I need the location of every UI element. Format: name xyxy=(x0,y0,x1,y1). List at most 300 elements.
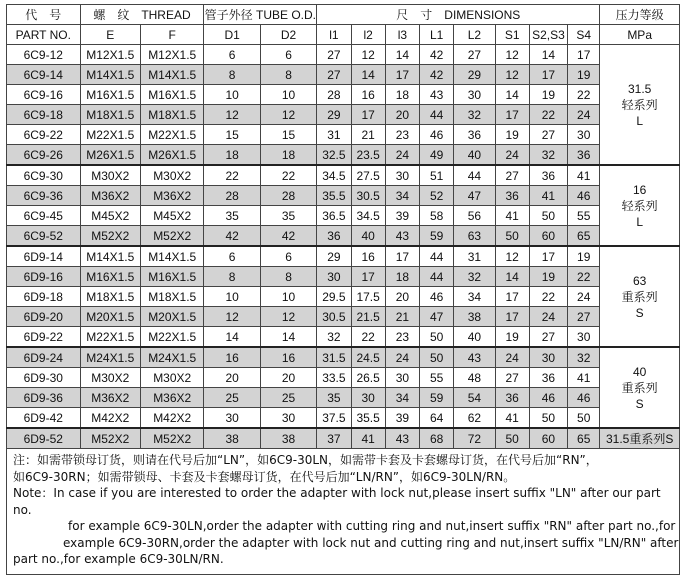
table-cell: 31 xyxy=(454,246,495,267)
pressure-line: L xyxy=(636,113,643,128)
table-cell: 51 xyxy=(420,165,454,186)
header-d2: D2 xyxy=(260,25,316,45)
table-cell: M30X2 xyxy=(80,165,140,186)
pressure-cell xyxy=(600,45,680,166)
table-cell: 30 xyxy=(568,327,600,348)
table-cell: 68 xyxy=(420,428,454,449)
table-cell: 17 xyxy=(529,65,567,85)
pressure-line: S xyxy=(635,396,644,411)
pressure-line: 轻系列 xyxy=(621,97,658,112)
table-cell: 27 xyxy=(568,307,600,327)
table-cell: 34.5 xyxy=(317,165,351,186)
table-cell: 41 xyxy=(495,206,529,226)
table-cell: 24 xyxy=(529,307,567,327)
table-cell: M30X2 xyxy=(140,368,203,388)
table-cell: 12 xyxy=(495,65,529,85)
table-cell: 50 xyxy=(495,428,529,449)
table-cell: 6D9-42 xyxy=(7,408,81,429)
table-cell: 6D9-30 xyxy=(7,368,81,388)
note-cn-line-1: 注：如需带锁母订货，则请在代号后加“LN”，如6C9-30LN，如需带卡套及卡套螺母订货，在代号后加“RN”， xyxy=(13,453,598,467)
table-cell: 38 xyxy=(454,307,495,327)
table-cell: 42 xyxy=(204,226,260,247)
note-en-line-4: part no.,for example 6C9-30LN/RN. xyxy=(13,552,224,566)
table-cell: 14 xyxy=(495,267,529,287)
table-header xyxy=(7,5,680,45)
table-cell: 50 xyxy=(495,226,529,247)
table-cell: M36X2 xyxy=(80,388,140,408)
header-e: E xyxy=(80,25,140,45)
table-cell: 12 xyxy=(260,307,316,327)
table-cell: 6C9-45 xyxy=(7,206,81,226)
table-cell: 22 xyxy=(204,165,260,186)
header-l3-small: l3 xyxy=(385,25,419,45)
table-cell: 59 xyxy=(420,226,454,247)
table-row xyxy=(7,388,680,408)
table-cell: 14 xyxy=(260,327,316,348)
table-cell: 6C9-18 xyxy=(7,105,81,125)
table-cell: 34 xyxy=(385,186,419,206)
header-part-no: PART NO. xyxy=(7,25,81,45)
table-cell: M18X1.5 xyxy=(80,105,140,125)
table-cell: 10 xyxy=(260,85,316,105)
table-cell: 24 xyxy=(385,145,419,166)
table-cell: 31.5 xyxy=(317,347,351,368)
table-cell: 52 xyxy=(420,186,454,206)
table-cell: 42 xyxy=(420,65,454,85)
table-cell: 40 xyxy=(454,327,495,348)
table-cell: 43 xyxy=(385,428,419,449)
table-cell: 18 xyxy=(260,145,316,166)
table-row xyxy=(7,246,680,267)
table-cell: 35 xyxy=(317,388,351,408)
header-tube-od: 管子外径 TUBE O.D. xyxy=(204,5,317,25)
table-cell: 29 xyxy=(317,105,351,125)
table-cell: 38 xyxy=(204,428,260,449)
table-cell: 20 xyxy=(204,368,260,388)
table-cell: 6 xyxy=(260,246,316,267)
table-cell: 6C9-36 xyxy=(7,186,81,206)
table-cell: M16X1.5 xyxy=(80,85,140,105)
table-cell: 20 xyxy=(385,105,419,125)
table-cell: 46 xyxy=(568,186,600,206)
table-cell: 12 xyxy=(495,246,529,267)
table-cell: 40 xyxy=(351,226,385,247)
table-cell: 14 xyxy=(495,85,529,105)
table-cell: 23 xyxy=(385,327,419,348)
table-cell: 30.5 xyxy=(317,307,351,327)
table-cell: M52X2 xyxy=(80,226,140,247)
table-cell: 32 xyxy=(317,327,351,348)
table-cell: 18 xyxy=(385,267,419,287)
table-cell: 43 xyxy=(454,347,495,368)
table-cell: 41 xyxy=(568,368,600,388)
table-cell: M36X2 xyxy=(80,186,140,206)
table-cell: 30.5 xyxy=(351,186,385,206)
pressure-line: 轻系列 xyxy=(621,198,658,213)
table-row xyxy=(7,287,680,307)
table-cell: 37.5 xyxy=(317,408,351,429)
table-cell: 21 xyxy=(385,307,419,327)
table-cell: 24 xyxy=(568,287,600,307)
pressure-cell xyxy=(600,347,680,428)
table-cell: 35.5 xyxy=(317,186,351,206)
table-cell: 37 xyxy=(317,428,351,449)
table-cell: 26.5 xyxy=(351,368,385,388)
table-cell: 46 xyxy=(568,388,600,408)
table-cell: 24.5 xyxy=(351,347,385,368)
table-cell: 29 xyxy=(317,246,351,267)
table-cell: M26X1.5 xyxy=(80,145,140,166)
table-row xyxy=(7,65,680,85)
header-L2: L2 xyxy=(454,25,495,45)
table-cell: 15 xyxy=(204,125,260,145)
table-row xyxy=(7,206,680,226)
pressure-cell xyxy=(600,165,680,246)
table-cell: 6D9-14 xyxy=(7,246,81,267)
table-cell: 43 xyxy=(385,226,419,247)
table-cell: 56 xyxy=(454,206,495,226)
table-cell: 24 xyxy=(495,347,529,368)
table-cell: 50 xyxy=(568,408,600,429)
table-cell: M18X1.5 xyxy=(140,287,203,307)
table-cell: M22X1.5 xyxy=(80,125,140,145)
table-cell: 27 xyxy=(317,65,351,85)
table-cell: 35.5 xyxy=(351,408,385,429)
table-cell: 41 xyxy=(529,186,567,206)
table-cell: 22 xyxy=(568,267,600,287)
table-cell: 36 xyxy=(495,388,529,408)
table-cell: 32 xyxy=(568,347,600,368)
table-cell: 8 xyxy=(204,267,260,287)
table-cell: 36.5 xyxy=(317,206,351,226)
table-cell: 44 xyxy=(420,105,454,125)
table-cell: 30 xyxy=(385,165,419,186)
table-cell: 42 xyxy=(260,226,316,247)
table-cell: 41 xyxy=(351,428,385,449)
pressure-cell xyxy=(600,246,680,347)
table-cell: 6D9-22 xyxy=(7,327,81,348)
table-cell: M52X2 xyxy=(80,428,140,449)
table-row xyxy=(7,368,680,388)
table-cell: 25 xyxy=(204,388,260,408)
table-cell: 44 xyxy=(454,165,495,186)
table-cell: 22 xyxy=(568,85,600,105)
table-cell: 41 xyxy=(568,165,600,186)
table-cell: 34.5 xyxy=(351,206,385,226)
table-cell: 6 xyxy=(260,45,316,65)
header-dimensions: 尺 寸 DIMENSIONS xyxy=(317,5,600,25)
table-cell: 19 xyxy=(495,327,529,348)
table-cell: 17 xyxy=(529,246,567,267)
table-cell: 6 xyxy=(204,45,260,65)
table-cell: 64 xyxy=(420,408,454,429)
table-row xyxy=(7,267,680,287)
table-cell: 50 xyxy=(420,327,454,348)
dimension-table xyxy=(6,4,680,449)
table-cell: 16 xyxy=(351,246,385,267)
table-cell: 17 xyxy=(495,307,529,327)
table-cell: 28 xyxy=(260,186,316,206)
note-cn-line-2: 如6C9-30RN；如需带锁母、卡套及卡套螺母订货，在代号后加“LN/RN”，如6C9-30LN/RN。 xyxy=(13,469,516,484)
table-cell: 25 xyxy=(260,388,316,408)
table-cell: M26X1.5 xyxy=(140,145,203,166)
table-cell: 21 xyxy=(351,125,385,145)
table-cell: 39 xyxy=(385,206,419,226)
table-cell: M12X1.5 xyxy=(140,45,203,65)
table-cell: 65 xyxy=(568,428,600,449)
table-cell: 6D9-36 xyxy=(7,388,81,408)
table-cell: 22 xyxy=(351,327,385,348)
table-cell: 17 xyxy=(568,45,600,65)
table-row xyxy=(7,307,680,327)
table-cell: 55 xyxy=(420,368,454,388)
table-cell: 8 xyxy=(260,65,316,85)
header-l2-small: l2 xyxy=(351,25,385,45)
table-cell: 27 xyxy=(454,45,495,65)
table-cell: 47 xyxy=(454,186,495,206)
table-cell: 46 xyxy=(420,125,454,145)
table-cell: 16 xyxy=(260,347,316,368)
table-cell: M24X1.5 xyxy=(80,347,140,368)
table-cell: M18X1.5 xyxy=(80,287,140,307)
table-cell: 22 xyxy=(260,165,316,186)
table-cell: 10 xyxy=(204,287,260,307)
table-cell: 30 xyxy=(204,408,260,429)
table-cell: 60 xyxy=(529,226,567,247)
table-cell: 22 xyxy=(529,105,567,125)
table-cell: 46 xyxy=(420,287,454,307)
table-cell: 50 xyxy=(529,206,567,226)
table-cell: M24X1.5 xyxy=(140,347,203,368)
table-cell: 38 xyxy=(260,428,316,449)
table-cell: 12 xyxy=(260,105,316,125)
table-cell: 18 xyxy=(385,85,419,105)
table-cell: 17.5 xyxy=(351,287,385,307)
table-cell: 27 xyxy=(529,327,567,348)
table-row xyxy=(7,186,680,206)
pressure-line: L xyxy=(636,214,643,229)
table-cell: 17 xyxy=(351,105,385,125)
table-cell: 34 xyxy=(454,287,495,307)
table-cell: 48 xyxy=(454,368,495,388)
table-cell: 16 xyxy=(351,85,385,105)
table-cell: 40 xyxy=(454,145,495,166)
table-cell: 17 xyxy=(351,267,385,287)
table-cell: M22X1.5 xyxy=(140,125,203,145)
table-cell: 43 xyxy=(420,85,454,105)
pressure-line: 16 xyxy=(632,182,647,197)
table-cell: 6C9-14 xyxy=(7,65,81,85)
table-row xyxy=(7,327,680,348)
table-cell: 35 xyxy=(260,206,316,226)
table-cell: 34 xyxy=(385,388,419,408)
table-cell: M20X1.5 xyxy=(80,307,140,327)
table-cell: 6C9-30 xyxy=(7,165,81,186)
table-cell: 65 xyxy=(568,226,600,247)
table-cell: 12 xyxy=(351,45,385,65)
table-cell: 12 xyxy=(495,45,529,65)
table-row xyxy=(7,125,680,145)
header-d1: D1 xyxy=(204,25,260,45)
table-row xyxy=(7,347,680,368)
table-cell: 36 xyxy=(495,186,529,206)
table-cell: 6D9-20 xyxy=(7,307,81,327)
table-cell: 27 xyxy=(317,45,351,65)
table-row xyxy=(7,226,680,247)
table-cell: 12 xyxy=(204,307,260,327)
header-code: 代 号 xyxy=(7,5,81,25)
table-cell: 19 xyxy=(529,267,567,287)
table-cell: 6D9-24 xyxy=(7,347,81,368)
table-cell: 6 xyxy=(204,246,260,267)
table-cell: 36 xyxy=(454,125,495,145)
table-cell: M16X1.5 xyxy=(140,267,203,287)
table-cell: 35 xyxy=(204,206,260,226)
table-cell: 36 xyxy=(568,145,600,166)
table-cell: 30 xyxy=(351,388,385,408)
table-cell: 31 xyxy=(317,125,351,145)
table-cell: 16 xyxy=(204,347,260,368)
table-cell: 6C9-52 xyxy=(7,226,81,247)
table-cell: M22X1.5 xyxy=(80,327,140,348)
table-cell: 17 xyxy=(385,65,419,85)
table-row xyxy=(7,145,680,166)
table-cell: M16X1.5 xyxy=(140,85,203,105)
table-cell: 6D9-18 xyxy=(7,287,81,307)
table-cell: 49 xyxy=(420,145,454,166)
table-cell: 27 xyxy=(529,125,567,145)
table-cell: 19 xyxy=(529,85,567,105)
table-cell: 8 xyxy=(260,267,316,287)
table-cell: 6C9-26 xyxy=(7,145,81,166)
note-en-line-3: example 6C9-30RN,order the adapter with lock nut and cutting ring and nut,insert suffix "LN/RN" after xyxy=(63,535,679,550)
table-cell: 12 xyxy=(204,105,260,125)
pressure-line: 重系列 xyxy=(621,380,658,395)
table-cell: 32.5 xyxy=(317,145,351,166)
table-cell: 17 xyxy=(495,105,529,125)
table-cell: 21.5 xyxy=(351,307,385,327)
table-cell: 46 xyxy=(529,388,567,408)
table-cell: M42X2 xyxy=(80,408,140,429)
table-row xyxy=(7,408,680,429)
pressure-line: 重系列 xyxy=(621,289,658,304)
table-cell: M45X2 xyxy=(140,206,203,226)
table-cell: 60 xyxy=(529,428,567,449)
table-row xyxy=(7,165,680,186)
table-cell: 32 xyxy=(454,105,495,125)
table-cell: 19 xyxy=(495,125,529,145)
table-cell: M14X1.5 xyxy=(80,246,140,267)
table-cell: 28 xyxy=(204,186,260,206)
table-cell: 10 xyxy=(260,287,316,307)
table-cell: M16X1.5 xyxy=(80,267,140,287)
table-cell: 8 xyxy=(204,65,260,85)
table-row xyxy=(7,105,680,125)
table-cell: M52X2 xyxy=(140,226,203,247)
table-cell: 32 xyxy=(529,145,567,166)
table-cell: 24 xyxy=(385,347,419,368)
header-thread: 螺 纹 THREAD xyxy=(80,5,204,25)
table-cell: M22X1.5 xyxy=(140,327,203,348)
table-cell: 36 xyxy=(529,368,567,388)
table-cell: 42 xyxy=(420,45,454,65)
header-s4: S4 xyxy=(568,25,600,45)
note-en-line-2: for example 6C9-30LN,order the adapter with cutting ring and nut,insert suffix "RN" after part no.,for xyxy=(68,519,676,533)
header-l1-small: l1 xyxy=(317,25,351,45)
table-cell: 28 xyxy=(317,85,351,105)
table-cell: 19 xyxy=(568,65,600,85)
table-cell: 33.5 xyxy=(317,368,351,388)
table-cell: M36X2 xyxy=(140,388,203,408)
pressure-cell: 31.5重系列S xyxy=(600,428,680,449)
table-cell: 54 xyxy=(454,388,495,408)
pressure-line: 40 xyxy=(632,364,647,379)
table-cell: 14 xyxy=(204,327,260,348)
header-L1: L1 xyxy=(420,25,454,45)
table-cell: 15 xyxy=(260,125,316,145)
table-cell: 30 xyxy=(529,347,567,368)
table-cell: 24 xyxy=(568,105,600,125)
table-cell: 6C9-16 xyxy=(7,85,81,105)
table-cell: 23.5 xyxy=(351,145,385,166)
table-cell: 17 xyxy=(385,246,419,267)
table-cell: M36X2 xyxy=(140,186,203,206)
table-cell: 55 xyxy=(568,206,600,226)
table-cell: M45X2 xyxy=(80,206,140,226)
table-cell: 32 xyxy=(454,267,495,287)
table-cell: M30X2 xyxy=(80,368,140,388)
header-s2-s3: S2,S3 xyxy=(529,25,567,45)
table-cell: 30 xyxy=(568,125,600,145)
table-cell: 39 xyxy=(385,408,419,429)
table-cell: 14 xyxy=(529,45,567,65)
table-cell: 10 xyxy=(204,85,260,105)
table-cell: 27.5 xyxy=(351,165,385,186)
table-body xyxy=(7,45,680,449)
table-cell: 30 xyxy=(385,368,419,388)
table-cell: 17 xyxy=(495,287,529,307)
table-cell: M14X1.5 xyxy=(140,65,203,85)
table-cell: 6D9-16 xyxy=(7,267,81,287)
table-cell: 24 xyxy=(495,145,529,166)
table-cell: 44 xyxy=(420,246,454,267)
table-cell: 62 xyxy=(454,408,495,429)
table-cell: 30 xyxy=(260,408,316,429)
table-cell: 30 xyxy=(317,267,351,287)
table-cell: 27 xyxy=(495,165,529,186)
table-cell: M14X1.5 xyxy=(80,65,140,85)
table-cell: M30X2 xyxy=(140,165,203,186)
order-notes xyxy=(6,449,680,575)
table-cell: 50 xyxy=(529,408,567,429)
table-cell: 22 xyxy=(529,287,567,307)
table-cell: 14 xyxy=(385,45,419,65)
table-cell: 19 xyxy=(568,246,600,267)
table-cell: 6D9-52 xyxy=(7,428,81,449)
pressure-line: 31.5 xyxy=(627,81,652,96)
table-cell: M42X2 xyxy=(140,408,203,429)
header-pressure: 压力等级 xyxy=(600,5,680,25)
table-cell: 72 xyxy=(454,428,495,449)
table-cell: M52X2 xyxy=(140,428,203,449)
table-cell: 41 xyxy=(495,408,529,429)
table-cell: M12X1.5 xyxy=(80,45,140,65)
table-cell: 58 xyxy=(420,206,454,226)
table-cell: M18X1.5 xyxy=(140,105,203,125)
table-cell: M14X1.5 xyxy=(140,246,203,267)
table-cell: 20 xyxy=(260,368,316,388)
header-f: F xyxy=(140,25,203,45)
